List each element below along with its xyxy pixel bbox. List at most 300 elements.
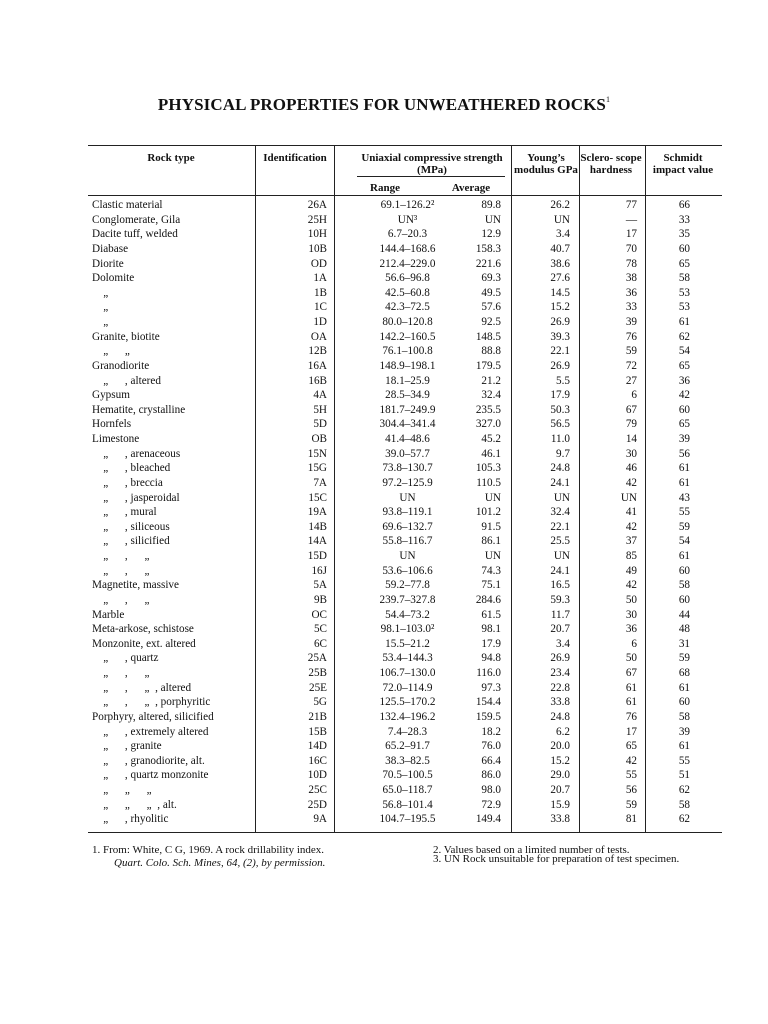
rock-type-cell: „ , „ — [92, 593, 150, 606]
identification-cell: 1C — [313, 301, 327, 314]
range-cell: 7.4–28.3 — [387, 725, 428, 738]
scleroscope-cell: 14 — [625, 433, 637, 445]
average-cell: 327.0 — [475, 418, 501, 431]
youngs-modulus-cell: 56.5 — [550, 418, 570, 431]
rock-type-cell: „ — [92, 316, 109, 328]
table-row — [0, 491, 768, 506]
average-cell: 17.9 — [481, 637, 501, 650]
identification-cell: 16A — [307, 359, 327, 372]
schmidt-cell: 42 — [678, 389, 690, 402]
scleroscope-cell: 55 — [625, 769, 637, 782]
range-cell: 132.4–196.2 — [379, 710, 436, 723]
footnote-1: 1. From: White, C G, 1969. A rock drillability index. — [92, 844, 325, 856]
range-cell: 42.3–72.5 — [385, 301, 430, 314]
youngs-modulus-cell: 26.9 — [550, 359, 570, 372]
youngs-modulus-cell: 25.5 — [550, 535, 570, 548]
identification-cell: 10H — [307, 228, 327, 241]
youngs-modulus-cell: UN — [553, 491, 570, 504]
range-cell: 148.9–198.1 — [379, 359, 436, 372]
identification-cell: 16J — [311, 564, 327, 577]
title-text: PHYSICAL PROPERTIES FOR UNWEATHERED ROCKS — [157, 95, 606, 114]
youngs-modulus-cell: 32.4 — [550, 506, 570, 519]
average-cell: 21.2 — [481, 374, 501, 387]
average-cell: 61.5 — [481, 608, 501, 621]
average-cell: 66.4 — [481, 754, 501, 767]
average-cell: 88.8 — [481, 345, 501, 358]
rock-type-cell: „ „ „ — [92, 784, 152, 796]
schmidt-cell: 61 — [678, 740, 690, 753]
youngs-modulus-cell: 24.8 — [550, 710, 570, 723]
average-cell: 76.0 — [481, 740, 501, 753]
table-row — [0, 344, 768, 359]
scleroscope-cell: 67 — [625, 403, 637, 416]
header-rock-type: Rock type — [147, 152, 195, 164]
table-row — [0, 651, 768, 666]
rock-type-cell: „ , „ , porphyritic — [92, 696, 211, 709]
table-row — [0, 768, 768, 783]
youngs-modulus-cell: 6.2 — [556, 725, 570, 738]
schmidt-cell: 62 — [678, 784, 690, 796]
identification-cell: 25E — [308, 681, 327, 694]
average-cell: UN — [484, 213, 501, 226]
average-cell: 179.5 — [475, 359, 501, 372]
average-cell: 32.4 — [481, 389, 501, 402]
scleroscope-cell: 6 — [631, 637, 637, 650]
header-ucs: Uniaxial compressive strength (MPa) — [361, 152, 503, 176]
schmidt-cell: 53 — [678, 301, 690, 314]
rock-type-cell: Diorite — [92, 257, 124, 270]
range-cell: 65.0–118.7 — [382, 784, 433, 796]
average-cell: 97.3 — [481, 681, 501, 694]
rock-type-cell: „ , „ , altered — [92, 681, 192, 694]
identification-cell: 5G — [313, 696, 327, 709]
youngs-modulus-cell: 40.7 — [550, 242, 570, 255]
rock-type-cell: „ , extremely altered — [92, 725, 209, 738]
rock-type-cell: „ , „ — [92, 564, 150, 577]
schmidt-cell: 58 — [678, 272, 690, 285]
schmidt-cell: 65 — [678, 418, 690, 431]
header-scleroscope-hardness: Sclero- scope hardness — [580, 152, 642, 176]
table-row — [0, 242, 768, 257]
scleroscope-cell: 42 — [625, 579, 637, 592]
identification-cell: 26A — [307, 199, 327, 211]
table-row — [0, 534, 768, 549]
range-cell: 106.7–130.0 — [379, 667, 436, 679]
average-cell: 49.5 — [481, 286, 501, 299]
scleroscope-cell: 37 — [625, 535, 637, 548]
footnote-2: 2. Values based on a limited number of tests. — [433, 844, 630, 856]
average-cell: UN — [484, 491, 501, 504]
scleroscope-cell: 59 — [625, 798, 637, 811]
identification-cell: 5A — [313, 579, 327, 592]
rock-type-cell: „ , mural — [92, 506, 157, 519]
schmidt-cell: 61 — [678, 462, 690, 475]
identification-cell: 16C — [308, 754, 327, 767]
scleroscope-cell: 17 — [625, 725, 637, 738]
table-row — [0, 520, 768, 535]
range-cell: 212.4–229.0 — [379, 257, 436, 270]
average-cell: 91.5 — [481, 520, 501, 533]
range-cell: 69.1–126.2² — [380, 199, 435, 211]
schmidt-cell: 48 — [678, 623, 690, 636]
schmidt-cell: 60 — [678, 242, 690, 255]
scleroscope-cell: 36 — [625, 286, 637, 299]
youngs-modulus-cell: 59.3 — [550, 593, 570, 606]
scleroscope-cell: 41 — [625, 506, 637, 519]
schmidt-cell: 33 — [678, 213, 690, 226]
youngs-modulus-cell: 5.5 — [556, 374, 570, 387]
rock-type-cell: Marble — [92, 608, 125, 621]
range-cell: 55.8–116.7 — [382, 535, 433, 548]
range-cell: 54.4–73.2 — [385, 608, 430, 621]
youngs-modulus-cell: 39.3 — [550, 330, 570, 343]
identification-cell: 7A — [313, 476, 327, 489]
table-row — [0, 447, 768, 462]
youngs-modulus-cell: 24.1 — [550, 476, 570, 489]
scleroscope-cell: 42 — [625, 476, 637, 489]
schmidt-cell: 62 — [678, 330, 690, 343]
youngs-modulus-cell: 20.7 — [550, 623, 570, 636]
range-cell: 70.5–100.5 — [382, 769, 433, 782]
range-cell: 142.2–160.5 — [379, 330, 436, 343]
table-row — [0, 695, 768, 710]
table-row — [0, 578, 768, 593]
average-cell: 154.4 — [475, 696, 501, 709]
range-cell: 18.1–25.9 — [385, 374, 430, 387]
average-cell: UN — [484, 550, 501, 562]
range-cell: 15.5–21.2 — [385, 637, 430, 650]
range-cell: 6.7–20.3 — [387, 228, 428, 241]
rock-type-cell: Monzonite, ext. altered — [92, 637, 196, 650]
identification-cell: 6C — [313, 637, 327, 650]
identification-cell: 21B — [308, 710, 327, 723]
identification-cell: 1D — [313, 316, 327, 328]
schmidt-cell: 61 — [678, 550, 690, 562]
average-cell: 74.3 — [481, 564, 501, 577]
identification-cell: OA — [310, 330, 327, 343]
table-row — [0, 213, 768, 228]
average-cell: 57.6 — [481, 301, 501, 314]
average-cell: 101.2 — [475, 506, 501, 519]
table-row — [0, 783, 768, 798]
scleroscope-cell: 70 — [625, 242, 637, 255]
identification-cell: 15C — [308, 491, 327, 504]
identification-cell: 15B — [308, 725, 327, 738]
rock-type-cell: „ , altered — [92, 374, 161, 387]
youngs-modulus-cell: 16.5 — [550, 579, 570, 592]
table-row — [0, 374, 768, 389]
youngs-modulus-cell: 26.9 — [550, 316, 570, 328]
rock-type-cell: Hematite, crystalline — [92, 403, 186, 416]
table-row — [0, 739, 768, 754]
identification-cell: 5C — [313, 623, 327, 636]
rock-type-cell: „ , rhyolitic — [92, 813, 169, 826]
schmidt-cell: 44 — [678, 608, 690, 621]
scleroscope-cell: 49 — [625, 564, 637, 577]
range-cell: 56.8–101.4 — [382, 798, 433, 811]
range-cell: 73.8–130.7 — [382, 462, 433, 475]
rock-type-cell: „ — [92, 286, 109, 299]
youngs-modulus-cell: 22.8 — [550, 681, 570, 694]
identification-cell: 9A — [313, 813, 327, 826]
average-cell: 98.1 — [481, 623, 501, 636]
scleroscope-cell: 42 — [625, 520, 637, 533]
rock-type-cell: Porphyry, altered, silicified — [92, 710, 214, 723]
youngs-modulus-cell: 11.0 — [550, 433, 570, 445]
identification-cell: 25C — [308, 784, 327, 796]
identification-cell: 10D — [307, 769, 327, 782]
youngs-modulus-cell: UN — [553, 213, 570, 226]
scleroscope-cell: 59 — [625, 345, 637, 358]
range-cell: 181.7–249.9 — [379, 403, 436, 416]
schmidt-cell: 60 — [678, 564, 690, 577]
youngs-modulus-cell: 26.2 — [550, 199, 570, 211]
average-cell: 72.9 — [481, 798, 501, 811]
rock-type-cell: Granite, biotite — [92, 330, 160, 343]
schmidt-cell: 59 — [678, 652, 690, 665]
youngs-modulus-cell: 33.8 — [550, 696, 570, 709]
rock-type-cell: „ , jasperoidal — [92, 491, 180, 504]
identification-cell: 25A — [307, 652, 327, 665]
scleroscope-cell: 30 — [625, 447, 637, 460]
youngs-modulus-cell: 20.0 — [550, 740, 570, 753]
table-row — [0, 505, 768, 520]
identification-cell: 4A — [313, 389, 327, 402]
schmidt-cell: 56 — [678, 447, 690, 460]
identification-cell: OD — [310, 257, 327, 270]
scleroscope-cell: 46 — [625, 462, 637, 475]
scleroscope-cell: 27 — [625, 374, 637, 387]
range-cell: 59.2–77.8 — [385, 579, 430, 592]
rock-type-cell: „ , quartz monzonite — [92, 769, 209, 782]
schmidt-cell: 36 — [678, 374, 690, 387]
rock-type-cell: Conglomerate, Gila — [92, 213, 181, 226]
identification-cell: 25B — [308, 667, 327, 679]
youngs-modulus-cell: 33.8 — [550, 813, 570, 826]
youngs-modulus-cell: 20.7 — [550, 784, 570, 796]
rock-type-cell: „ , breccia — [92, 476, 163, 489]
identification-cell: 12B — [308, 345, 327, 358]
rock-type-cell: „ , „ — [92, 550, 150, 562]
scleroscope-cell: 50 — [625, 593, 637, 606]
table-row — [0, 227, 768, 242]
youngs-modulus-cell: 14.5 — [550, 286, 570, 299]
scleroscope-cell: 30 — [625, 608, 637, 621]
schmidt-cell: 62 — [678, 813, 690, 826]
rock-type-cell: Magnetite, massive — [92, 579, 179, 592]
average-cell: 284.6 — [475, 593, 501, 606]
scleroscope-cell: 42 — [625, 754, 637, 767]
table-row — [0, 286, 768, 301]
schmidt-cell: 65 — [678, 257, 690, 270]
table-row — [0, 564, 768, 579]
rock-type-cell: „ „ — [92, 345, 130, 358]
table-row — [0, 725, 768, 740]
scleroscope-cell: 72 — [625, 359, 637, 372]
schmidt-cell: 58 — [678, 798, 690, 811]
title-footnote-ref: 1 — [605, 95, 611, 104]
table-row — [0, 359, 768, 374]
average-cell: 158.3 — [475, 242, 501, 255]
rock-type-cell: Granodiorite — [92, 359, 150, 372]
range-cell: 39.0–57.7 — [385, 447, 430, 460]
header-youngs-modulus: Young’s modulus GPa — [514, 152, 578, 176]
range-cell: 42.5–60.8 — [385, 286, 430, 299]
scleroscope-cell: 17 — [625, 228, 637, 241]
rock-type-cell: „ „ „ , alt. — [92, 798, 177, 811]
ucs-subheader-rule — [357, 176, 505, 177]
schmidt-cell: 39 — [678, 725, 690, 738]
average-cell: 221.6 — [475, 257, 501, 270]
youngs-modulus-cell: 26.9 — [550, 652, 570, 665]
range-cell: 69.6–132.7 — [382, 520, 433, 533]
scleroscope-cell: 76 — [625, 330, 637, 343]
table-row — [0, 593, 768, 608]
average-cell: 18.2 — [481, 725, 501, 738]
average-cell: 94.8 — [481, 652, 501, 665]
table-row — [0, 257, 768, 272]
table-row — [0, 666, 768, 681]
scleroscope-cell: 78 — [625, 257, 637, 270]
table-top-rule — [88, 145, 722, 146]
schmidt-cell: 54 — [678, 345, 690, 358]
schmidt-cell: 61 — [678, 476, 690, 489]
schmidt-cell: 61 — [678, 316, 690, 328]
range-cell: 72.0–114.9 — [382, 681, 433, 694]
average-cell: 149.4 — [475, 813, 501, 826]
schmidt-cell: 60 — [678, 403, 690, 416]
schmidt-cell: 31 — [678, 637, 690, 650]
schmidt-cell: 43 — [678, 491, 690, 504]
rock-type-cell: Gypsum — [92, 389, 130, 402]
youngs-modulus-cell: 27.6 — [550, 272, 570, 285]
scleroscope-cell: 50 — [625, 652, 637, 665]
scleroscope-cell: 61 — [625, 681, 637, 694]
rock-type-cell: Meta-arkose, schistose — [92, 623, 194, 636]
scleroscope-cell: 79 — [625, 418, 637, 431]
schmidt-cell: 55 — [678, 754, 690, 767]
rock-type-cell: „ , granite — [92, 740, 162, 753]
schmidt-cell: 53 — [678, 286, 690, 299]
identification-cell: 16B — [308, 374, 327, 387]
header-identification: Identification — [263, 152, 327, 164]
range-cell: 53.6–106.6 — [382, 564, 433, 577]
identification-cell: 5D — [313, 418, 327, 431]
scleroscope-cell: — — [625, 213, 637, 226]
identification-cell: 1A — [313, 272, 327, 285]
rock-type-cell: „ — [92, 301, 109, 314]
scleroscope-cell: 61 — [625, 696, 637, 709]
youngs-modulus-cell: 22.1 — [550, 345, 570, 358]
schmidt-cell: 35 — [678, 228, 690, 241]
range-cell: 80.0–120.8 — [382, 316, 433, 328]
scleroscope-cell: 81 — [625, 813, 637, 826]
youngs-modulus-cell: UN — [553, 550, 570, 562]
table-row — [0, 754, 768, 769]
table-row — [0, 622, 768, 637]
average-cell: 86.0 — [481, 769, 501, 782]
youngs-modulus-cell: 9.7 — [556, 447, 570, 460]
identification-cell: 5H — [313, 403, 327, 416]
range-cell: 76.1–100.8 — [382, 345, 433, 358]
scleroscope-cell: 77 — [625, 199, 637, 211]
table-row — [0, 681, 768, 696]
table-row — [0, 403, 768, 418]
table-row — [0, 198, 768, 213]
range-cell: 144.4–168.6 — [379, 242, 436, 255]
schmidt-cell: 51 — [678, 769, 690, 782]
youngs-modulus-cell: 23.4 — [550, 667, 570, 679]
scleroscope-cell: 56 — [625, 784, 637, 796]
rock-type-cell: Dacite tuff, welded — [92, 228, 178, 241]
identification-cell: OC — [311, 608, 327, 621]
scleroscope-cell: 39 — [625, 316, 637, 328]
table-bottom-rule — [88, 832, 722, 833]
table-row — [0, 710, 768, 725]
range-cell: UN — [399, 491, 416, 504]
identification-cell: 9B — [313, 593, 327, 606]
rock-type-cell: „ , „ — [92, 667, 150, 679]
rock-type-cell: Hornfels — [92, 418, 132, 431]
identification-cell: 25D — [307, 798, 327, 811]
schmidt-cell: 60 — [678, 593, 690, 606]
average-cell: 86.1 — [481, 535, 501, 548]
youngs-modulus-cell: 3.4 — [556, 637, 570, 650]
table-row — [0, 812, 768, 827]
schmidt-cell: 58 — [678, 579, 690, 592]
table-row — [0, 432, 768, 447]
average-cell: 12.9 — [481, 228, 501, 241]
youngs-modulus-cell: 29.0 — [550, 769, 570, 782]
table-row — [0, 300, 768, 315]
identification-cell: 15N — [307, 447, 327, 460]
identification-cell: 1B — [313, 286, 327, 299]
table-row — [0, 798, 768, 813]
scleroscope-cell: 6 — [631, 389, 637, 402]
range-cell: 104.7–195.5 — [379, 813, 436, 826]
average-cell: 105.3 — [475, 462, 501, 475]
average-cell: 110.5 — [476, 476, 501, 489]
range-cell: 38.3–82.5 — [385, 754, 430, 767]
schmidt-cell: 58 — [678, 710, 690, 723]
schmidt-cell: 65 — [678, 359, 690, 372]
range-cell: 56.6–96.8 — [385, 272, 430, 285]
range-cell: 98.1–103.0² — [380, 623, 435, 636]
rock-type-cell: „ , quartz — [92, 652, 159, 665]
range-cell: UN³ — [397, 213, 418, 226]
table-row — [0, 417, 768, 432]
scleroscope-cell: 85 — [625, 550, 637, 562]
rock-type-cell: „ , silicified — [92, 535, 170, 548]
table-row — [0, 461, 768, 476]
rock-type-cell: „ , siliceous — [92, 520, 170, 533]
rock-type-cell: Limestone — [92, 433, 140, 445]
table-row — [0, 549, 768, 564]
average-cell: 92.5 — [481, 316, 501, 328]
rock-type-cell: „ , granodiorite, alt. — [92, 754, 205, 767]
range-cell: 65.2–91.7 — [385, 740, 430, 753]
identification-cell: 19A — [307, 506, 327, 519]
scleroscope-cell: UN — [620, 491, 637, 504]
rock-type-cell: Dolomite — [92, 272, 135, 285]
header-schmidt-impact: Schmidt impact value — [652, 152, 714, 176]
rock-properties-table — [0, 198, 768, 827]
scleroscope-cell: 76 — [625, 710, 637, 723]
identification-cell: 14B — [308, 520, 327, 533]
range-cell: 239.7–327.8 — [379, 593, 436, 606]
page-title — [0, 95, 768, 115]
identification-cell: OB — [311, 433, 327, 445]
